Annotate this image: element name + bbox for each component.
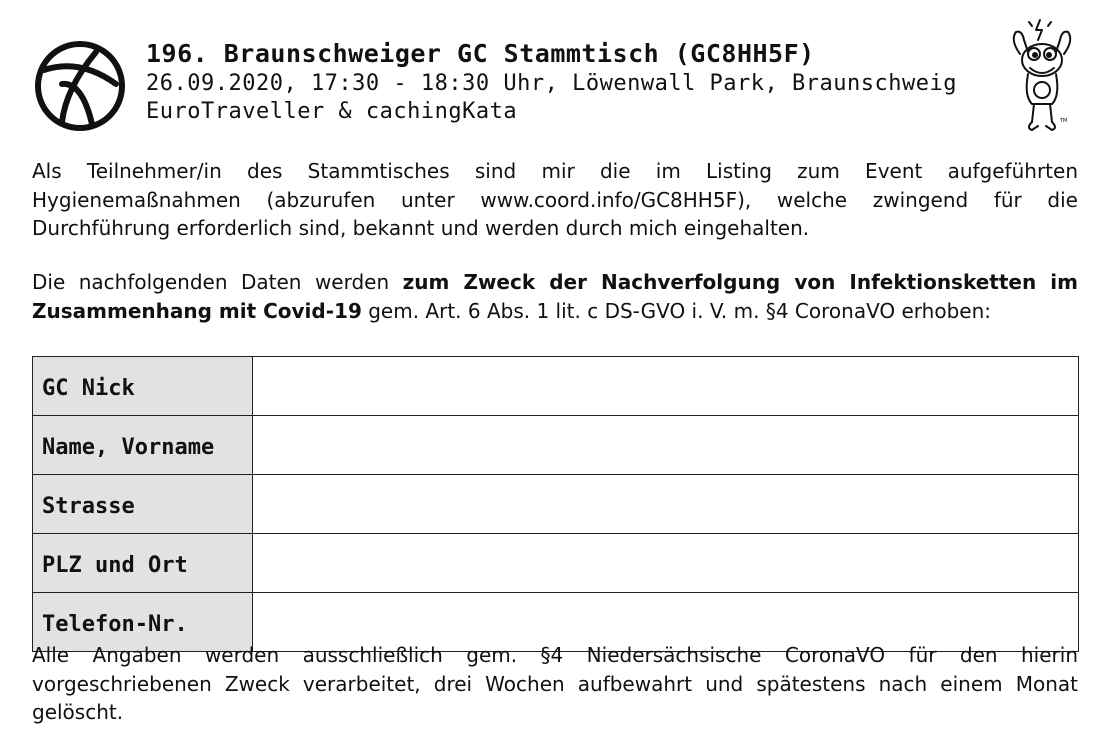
event-hosts: EuroTraveller & cachingKata [146, 99, 518, 124]
form-label: Strasse [33, 475, 253, 534]
hygiene-statement: Als Teilnehmer/in des Stammtisches sind mir die im Listing zum Event aufgeführten Hygienemaßnahmen (abzurufen unter www.coord.info/GC8HH5F), welche zwingend für die Durchführung erforderlich sind, bekannt und werden durch mich eingehalten. [32, 159, 1078, 240]
geocaching-logo-icon [32, 38, 128, 134]
data-retention-statement: Alle Angaben werden ausschließlich gem. §4 Niedersächsische CoronaVO für den hierin vorgeschriebenen Zweck verarbeitet, drei Wochen aufbewahrt und spätestens nach einem Monat gelöscht. [32, 643, 1078, 724]
street-field[interactable] [253, 475, 1079, 534]
event-datetime-location: 26.09.2020, 17:30 - 18:30 Uhr, Löwenwall Park, Braunschweig [146, 71, 957, 96]
form-row-gc-nick [33, 357, 1079, 416]
purpose-lead: Die nachfolgenden Daten werden [32, 270, 403, 294]
form-row-city [33, 534, 1079, 593]
form-row-street [33, 475, 1079, 534]
signal-the-frog-icon [1002, 18, 1082, 136]
gc-nick-field[interactable] [253, 357, 1079, 416]
event-header [146, 38, 957, 126]
form-row-name [33, 416, 1079, 475]
purpose-tail: gem. Art. 6 Abs. 1 lit. c DS-GVO i. V. m. §4 CoronaVO erhoben: [361, 298, 991, 323]
name-field[interactable] [253, 416, 1079, 475]
form-label: Telefon-Nr. [33, 593, 253, 652]
form-label: Name, Vorname [33, 416, 253, 475]
form-label: PLZ und Ort [33, 534, 253, 593]
purpose-bold: zum Zweck der Nachverfolgung von Infektionsketten im Zusammenhang mit Covid-19 [32, 270, 1078, 323]
event-title: 196. Braunschweiger GC Stammtisch (GC8HH5F) [146, 39, 815, 68]
data-purpose-statement [32, 268, 1078, 325]
svg-text:TM: TM [1060, 118, 1068, 124]
contact-form [32, 356, 1079, 652]
form-label: GC Nick [33, 357, 253, 416]
zip-city-field[interactable] [253, 534, 1079, 593]
